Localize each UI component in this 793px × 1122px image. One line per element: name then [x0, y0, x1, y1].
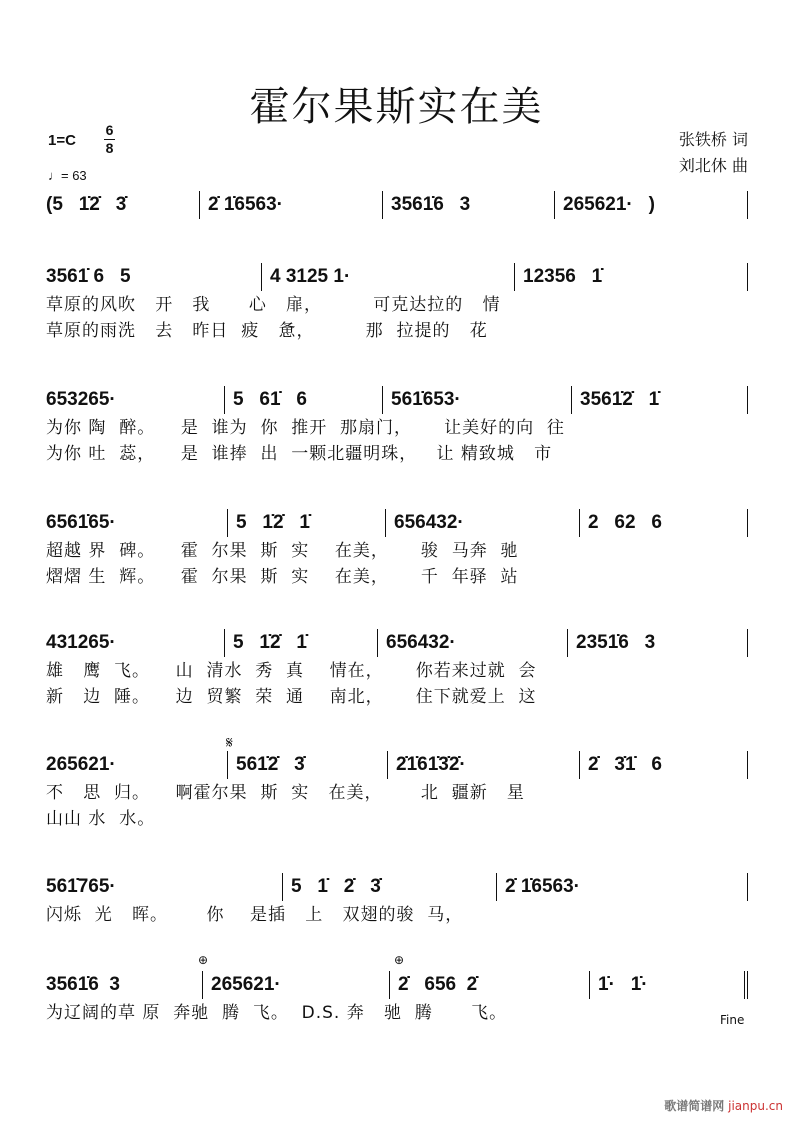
notes-line [40, 262, 752, 292]
measure: 2̇ 656 2̇ [390, 971, 590, 999]
measure: 2̇ 1̇6563· [200, 191, 383, 219]
score-row [40, 970, 752, 1026]
measure: 2̇1̇61̇3̇2̇· [388, 751, 580, 779]
song-title: 霍尔果斯实在美 [249, 84, 544, 130]
score-row [40, 508, 752, 590]
segno-icon: 𝄋 [226, 733, 233, 752]
time-signature [104, 123, 115, 156]
coda-icon: ⊕ [394, 953, 405, 967]
lyric-line: 为辽阔的草 原 奔驰 腾 飞。 D.S. 奔 驰 腾 飞。 [46, 1003, 508, 1023]
notes-line [40, 190, 752, 220]
tempo-marking: ♩= 63 [48, 168, 87, 183]
composer-credit: 刘北休 曲 [678, 156, 748, 175]
measure: 265621· ) [555, 191, 748, 219]
measure: 2̇ 1̇6563· [497, 873, 748, 901]
measure: 2̇ 3̇1̇ 6 [580, 751, 748, 779]
lyricist-credit: 张铁桥 词 [678, 130, 748, 149]
measure: 4 3125 1· [262, 263, 515, 291]
score-row [40, 872, 752, 928]
time-top: 6 [105, 122, 114, 138]
score-row [40, 190, 752, 220]
measure: 5 1̇ 2̇ 3̇ [283, 873, 497, 901]
measure: 1̇· 1̇· [590, 971, 748, 999]
measure: 12356 1̇ [515, 263, 748, 291]
watermark-site: jianpu.cn [728, 1099, 783, 1113]
measure: 656432· [386, 509, 580, 537]
watermark-text: 歌谱简谱网 [664, 1099, 725, 1113]
measure: 653265· [40, 386, 225, 414]
score-row [40, 385, 752, 467]
notes-line [40, 385, 752, 415]
coda-icon: ⊕ [198, 953, 209, 967]
measure: 431265· [40, 629, 225, 657]
lyric-line: 草原的雨洗 去 昨日 疲 惫， 那 拉提的 花 [46, 321, 488, 341]
measure: 6561̇65· [40, 509, 228, 537]
measure: 561̇765· [40, 873, 283, 901]
measure: 3561̇6 3 [383, 191, 555, 219]
lyric-line: 熠熠 生 辉。 霍 尔果 斯 实 在美， 千 年驿 站 [46, 567, 519, 587]
key-signature: 1=C [48, 132, 76, 149]
score-row [40, 750, 752, 832]
measure: 265621· [40, 751, 228, 779]
notes-line [40, 628, 752, 658]
lyric-line: 新 边 陲。 边 贸繁 荣 通 南北， 住下就爱上 这 [46, 687, 537, 707]
lyric-line: 山山 水 水。 [46, 809, 156, 829]
measure: 5 61̇ 6 [225, 386, 383, 414]
fine-label: Fine [720, 1013, 745, 1027]
lyric-line: 超越 界 碑。 霍 尔果 斯 实 在美， 骏 马奔 驰 [46, 541, 519, 561]
notes-line [40, 750, 752, 780]
lyric-line: 不 思 归。 啊霍尔果 斯 实 在美， 北 疆新 星 [46, 783, 525, 803]
time-bottom: 8 [105, 140, 114, 156]
notes-line [40, 508, 752, 538]
lyric-line: 雄 鹰 飞。 山 清水 秀 真 情在， 你若来过就 会 [46, 661, 537, 681]
notes-line [40, 872, 752, 902]
measure: (5 1̇2̇ 3̇ [40, 191, 200, 219]
lyric-line: 闪烁 光 晖。 你 是插 上 双翅的骏 马， [46, 905, 464, 925]
measure: 2 62 6 [580, 509, 748, 537]
score-row [40, 262, 752, 344]
measure: 265621· [203, 971, 390, 999]
notes-line [40, 970, 752, 1000]
measure: 3561̇6 3 [40, 971, 203, 999]
measure: 5 1̇2̇ 1̇ [225, 629, 378, 657]
lyric-line: 为你 吐 蕊， 是 谁捧 出 一颗北疆明珠， 让 精致城 市 [46, 444, 553, 464]
measure: 3561̇ 6 5 [40, 263, 262, 291]
measure: 2351̇6 3 [568, 629, 748, 657]
measure: 561̇653· [383, 386, 572, 414]
measure: 3561̇2̇ 1̇ [572, 386, 748, 414]
watermark [664, 1097, 783, 1114]
lyric-line: 草原的风吹 开 我 心 扉， 可克达拉的 情 [46, 295, 501, 315]
lyric-line: 为你 陶 醉。 是 谁为 你 推开 那扇门， 让美好的向 往 [46, 418, 565, 438]
measure: 5 1̇2̇ 1̇ [228, 509, 386, 537]
score-row [40, 628, 752, 710]
measure: 561̇2̇ 3̇ [228, 751, 388, 779]
measure: 656432· [378, 629, 568, 657]
